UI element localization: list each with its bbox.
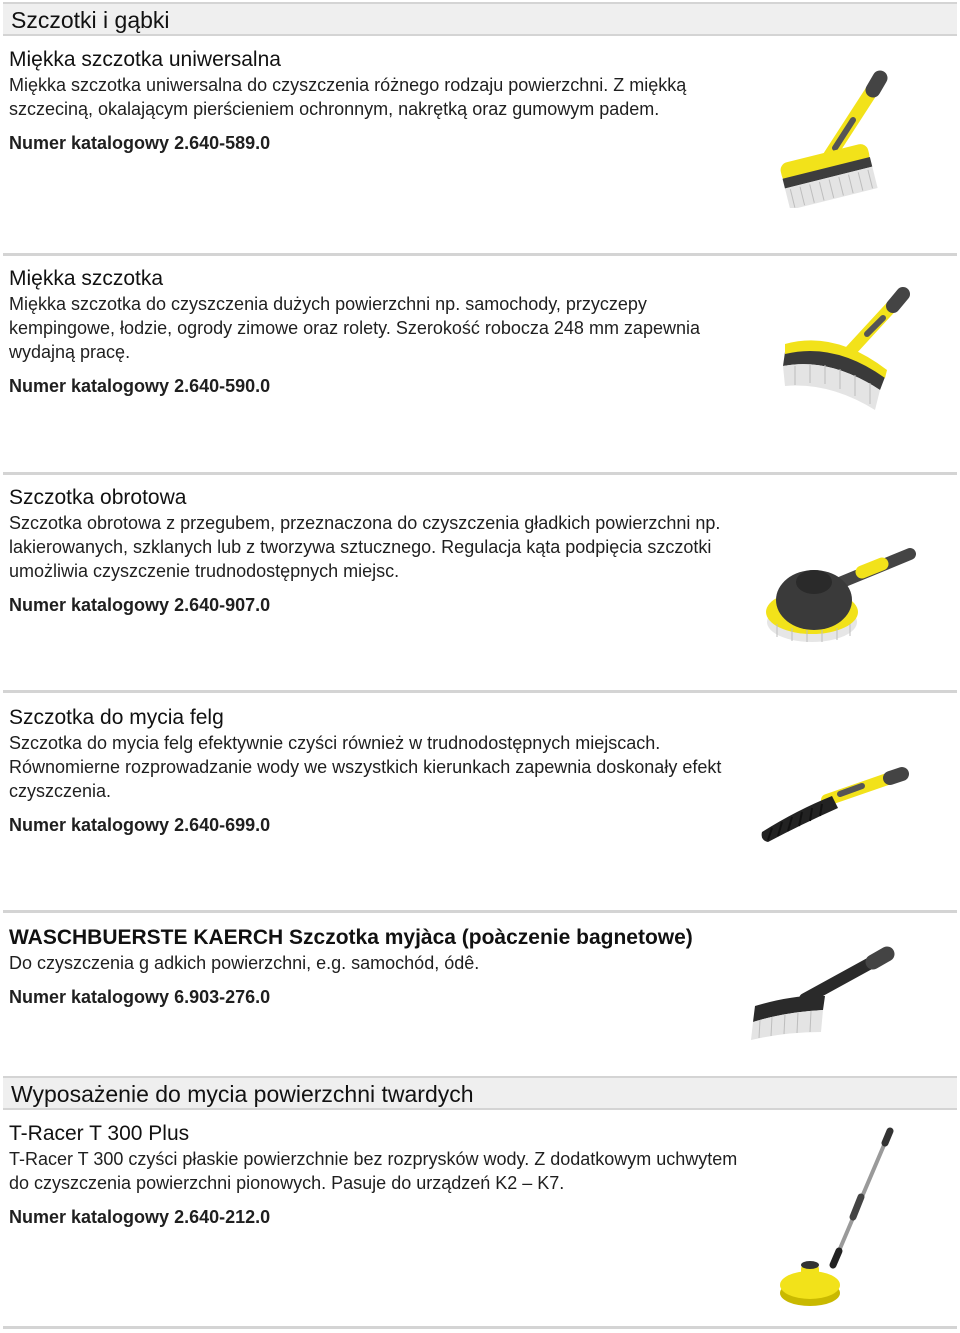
product-description: Miękka szczotka uniwersalna do czyszczenia różnego rodzaju powierzchni. Z miękką szczeciną, okalającym pierścieniem ochronnym, nakrętką oraz gumowym padem. bbox=[9, 75, 687, 119]
product-item bbox=[9, 266, 749, 398]
catalog-label: Numer katalogowy bbox=[9, 987, 170, 1007]
product-item bbox=[9, 925, 769, 1009]
catalog-label: Numer katalogowy bbox=[9, 133, 170, 153]
divider bbox=[3, 1326, 957, 1329]
product-image-rotating-brush bbox=[762, 542, 917, 647]
product-image-soft-brush bbox=[775, 282, 915, 417]
product-description: Szczotka do mycia felg efektywnie czyści również w trudnodostępnych miejscach. Równomierne rozprowadzanie wody we wszystkich kierunkach zapewnia doskonały efekt czyszczenia. bbox=[9, 733, 722, 801]
catalog-value: 6.903-276.0 bbox=[174, 987, 271, 1007]
section-title: Wyposażenie do mycia powierzchni twardych bbox=[11, 1081, 474, 1107]
catalog-value: 2.640-589.0 bbox=[174, 133, 271, 153]
product-title: WASCHBUERSTE KAERCH Szczotka myjàca (poàczenie bagnetowe) bbox=[9, 926, 693, 949]
product-title: Szczotka do mycia felg bbox=[9, 706, 224, 729]
product-item bbox=[9, 705, 749, 837]
section-header bbox=[3, 1076, 957, 1110]
product-image-wash-brush bbox=[745, 944, 895, 1044]
catalog-value: 2.640-907.0 bbox=[174, 595, 271, 615]
product-description: Miękka szczotka do czyszczenia dużych powierzchni np. samochody, przyczepy kempingowe, łodzie, ogrody zimowe oraz rolety. Szerokość robocza 248 mm zapewnia wydajną pracę. bbox=[9, 294, 700, 362]
divider bbox=[3, 910, 957, 913]
product-item bbox=[9, 1121, 749, 1229]
catalog-number bbox=[9, 813, 749, 837]
product-item bbox=[9, 47, 749, 155]
product-image-t-racer bbox=[775, 1125, 905, 1315]
catalog-number bbox=[9, 1205, 749, 1229]
catalog-label: Numer katalogowy bbox=[9, 376, 170, 396]
divider bbox=[3, 253, 957, 256]
product-title: Miękka szczotka uniwersalna bbox=[9, 48, 281, 71]
catalog-number bbox=[9, 374, 749, 398]
product-image-rim-brush bbox=[752, 762, 912, 852]
product-title: Szczotka obrotowa bbox=[9, 486, 187, 509]
product-image-soft-universal-brush bbox=[765, 68, 895, 208]
catalog-label: Numer katalogowy bbox=[9, 595, 170, 615]
catalog-number bbox=[9, 131, 749, 155]
product-description: Szczotka obrotowa z przegubem, przeznaczona do czyszczenia gładkich powierzchni np. lakierowanych, szklanych lub z tworzywa sztucznego. Regulacja kąta podpięcia szczotki umożliwia czyszczenie trudnodostępnych miejsc. bbox=[9, 513, 721, 581]
product-description: T-Racer T 300 czyści płaskie powierzchnie bez rozprysków wody. Z dodatkowym uchwytem do czyszczenia powierzchni pionowych. Pasuje do urządzeń K2 – K7. bbox=[9, 1149, 738, 1193]
catalog-number bbox=[9, 985, 769, 1009]
section-title: Szczotki i gąbki bbox=[11, 7, 170, 33]
product-title: Miękka szczotka bbox=[9, 267, 164, 290]
catalog-value: 2.640-212.0 bbox=[174, 1207, 271, 1227]
product-item bbox=[9, 485, 749, 617]
catalog-number bbox=[9, 593, 749, 617]
product-title: T-Racer T 300 Plus bbox=[9, 1122, 190, 1145]
section-header bbox=[3, 2, 957, 36]
catalog-value: 2.640-590.0 bbox=[174, 376, 271, 396]
divider bbox=[3, 690, 957, 693]
catalog-value: 2.640-699.0 bbox=[174, 815, 271, 835]
catalog-label: Numer katalogowy bbox=[9, 1207, 170, 1227]
catalog-label: Numer katalogowy bbox=[9, 815, 170, 835]
divider bbox=[3, 472, 957, 475]
product-description: Do czyszczenia g adkich powierzchni, e.g. samochód, ódê. bbox=[9, 953, 480, 973]
